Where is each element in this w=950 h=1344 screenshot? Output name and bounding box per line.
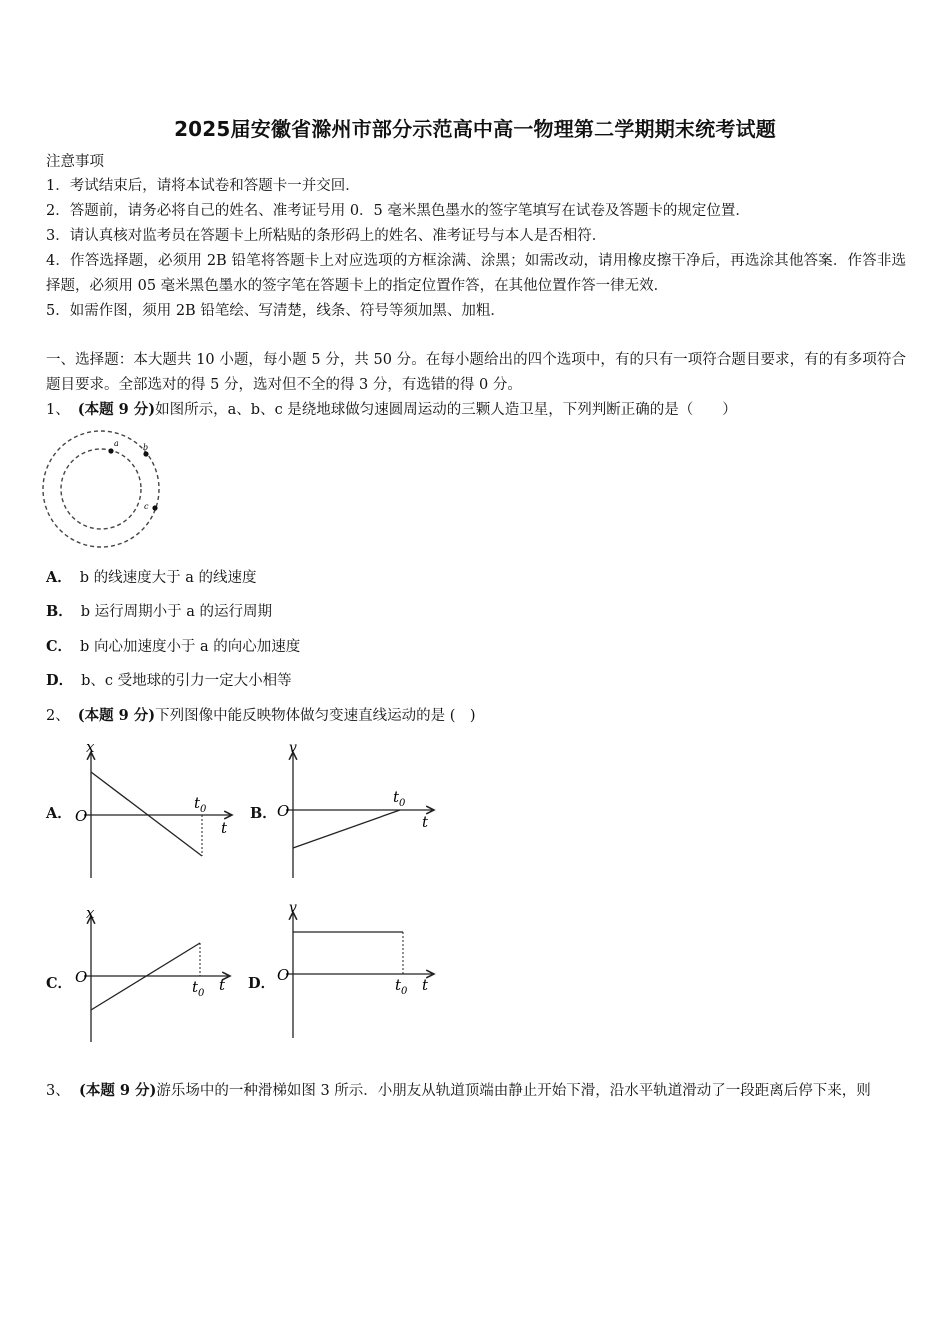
option-text: b 运行周期小于 a 的运行周期 (80, 604, 273, 620)
satellite-c-dot (152, 505, 157, 510)
notice-item-3: 3．请认真核对监考员在答题卡上所粘贴的条形码上的姓名、准考证号与本人是否相符． (46, 228, 607, 244)
satellite-orbit-figure (40, 428, 165, 553)
satellite-a-label: a (114, 439, 119, 448)
option-c (46, 635, 300, 659)
question-text: 如图所示，a、b、c 是绕地球做匀速圆周运动的三颗人造卫星，下列判断正确的是（ ） (155, 402, 737, 418)
t0-label: $t_0$ (393, 788, 406, 809)
notice-heading: 注意事项 (46, 154, 104, 170)
option-label: C． (46, 638, 73, 655)
question-number: 3、 (46, 1083, 70, 1099)
graph-c (70, 902, 240, 1047)
y-axis-label: x (86, 738, 95, 756)
graph-b (272, 738, 442, 883)
question-text: 下列图像中能反映物体做匀变速直线运动的是 ( ) (155, 708, 476, 724)
origin-label: O (277, 966, 290, 984)
notice-item-4: 4．作答选择题，必须用 2B 铅笔将答题卡上对应选项的方框涂满、涂黑；如需改动，请用橡皮擦干净后，再选涂其他答案．作答非选择题，必须用 05 毫米黑色墨水的签字笔在答题卡上的指定位置作答，在其他位置作答一律无效． (46, 253, 906, 294)
notice-item-5: 5．如需作图，须用 2B 铅笔绘、写清楚，线条、符号等须加黑、加粗． (46, 303, 505, 319)
question-points: (本题 9 分) (77, 401, 156, 418)
question-number: 2、 (46, 708, 70, 724)
question-points: (本题 9 分) (78, 1082, 157, 1099)
question-1 (46, 398, 737, 422)
y-axis-label: v (289, 900, 297, 916)
x-axis-label: t (422, 976, 429, 994)
question-3 (46, 1070, 906, 1112)
question-2 (46, 704, 476, 728)
t0-label: $t_0$ (194, 794, 207, 815)
x-axis-label: t (422, 813, 429, 831)
y-axis-label: x (86, 904, 95, 922)
t0-label: $t_0$ (395, 976, 408, 997)
x-axis-label: t (219, 976, 226, 994)
option-b (46, 600, 272, 624)
option-label: B． (46, 603, 73, 620)
graph-a (70, 738, 240, 883)
option-d (46, 669, 292, 693)
notice-item-2: 2．答题前，请务必将自己的姓名、准考证号用 0．5 毫米黑色墨水的签字笔填写在试卷及答题卡的规定位置． (46, 203, 750, 219)
option-text: b 的线速度大于 a 的线速度 (79, 570, 257, 586)
page-title: 2025届安徽省滁州市部分示范高中高一物理第二学期期末统考试题 (174, 117, 776, 141)
graph-a-label: A． (46, 805, 72, 822)
x-axis-label: t (221, 819, 228, 837)
option-text: b 向心加速度小于 a 的向心加速度 (80, 639, 301, 655)
question-text: 游乐场中的一种滑梯如图 3 所示．小朋友从轨道顶端由静止开始下滑，沿水平轨道滑动了一段距离后停下来，则 (156, 1083, 871, 1099)
notice-item-1: 1．考试结束后，请将本试卷和答题卡一并交回． (46, 178, 360, 194)
question-points: (本题 9 分) (77, 707, 156, 724)
question-number: 1、 (46, 402, 70, 418)
graph-d (272, 898, 442, 1043)
graph-d-label: D． (248, 975, 276, 992)
option-label: D． (46, 672, 74, 689)
y-axis-label: v (289, 740, 297, 756)
satellite-b-label: b (143, 443, 149, 452)
origin-label: O (277, 802, 290, 820)
option-label: A． (46, 569, 72, 586)
satellite-a-dot (108, 448, 113, 453)
origin-label: O (75, 807, 88, 825)
origin-label: O (75, 968, 88, 986)
graph-c-label: C． (46, 975, 73, 992)
option-a (46, 566, 257, 590)
option-text: b、c 受地球的引力一定大小相等 (81, 673, 292, 689)
satellite-b-dot (143, 451, 148, 456)
t0-label: $t_0$ (192, 978, 205, 999)
section-intro: 一、选择题：本大题共 10 小题，每小题 5 分，共 50 分。在每小题给出的四个选项中，有的只有一项符合题目要求，有的有多项符合题目要求。全部选对的得 5 分，选对但不全的得 3 分，有选错的得 0 分。 (46, 352, 906, 393)
satellite-c-label: c (144, 502, 149, 511)
graph-b-label: B． (250, 805, 277, 822)
